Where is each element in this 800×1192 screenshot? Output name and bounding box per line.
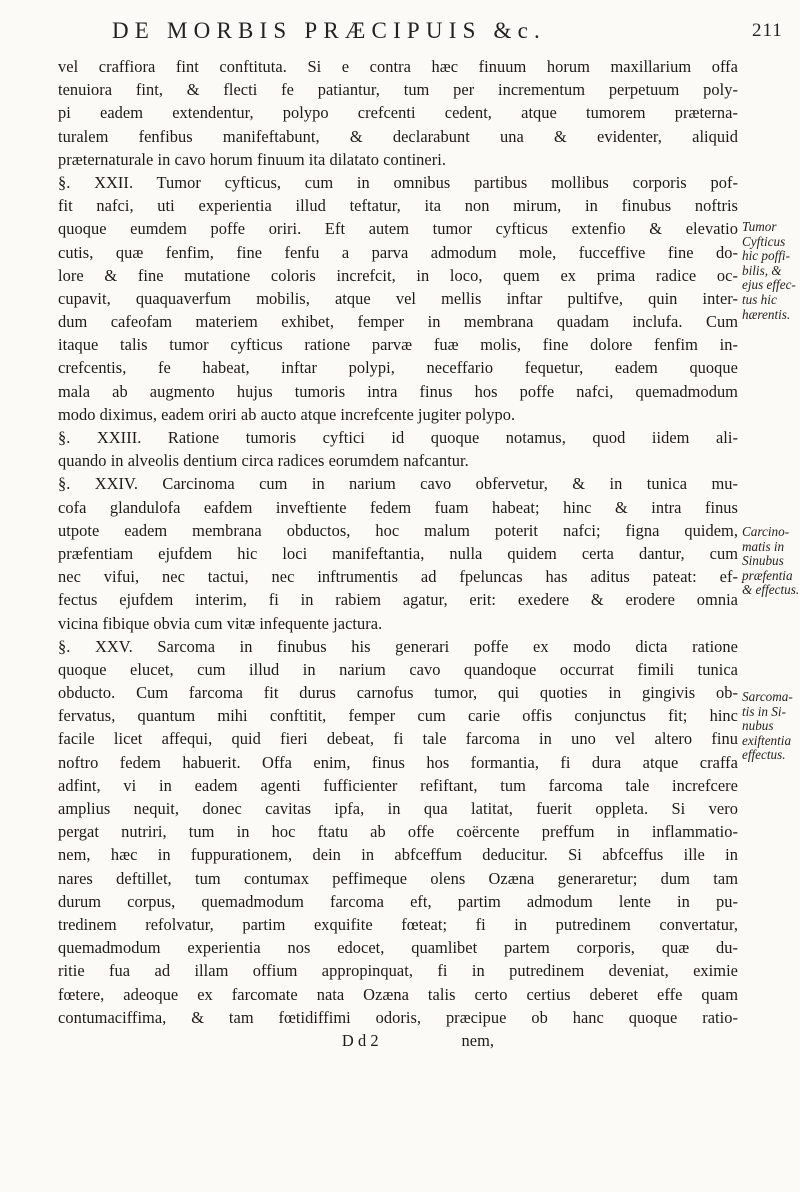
text-line: turalem fenfibus manifeftabunt, & declarabunt una & evidenter, aliquid [58, 126, 738, 146]
margin-note-line: Sinubus [742, 553, 784, 569]
text-line: vicina fibique obvia cum vitæ infequente jactura. [58, 613, 383, 633]
margin-note-sarcoma [742, 690, 800, 763]
text-line: utpote eadem membrana obductos, hoc malum poterit nafci; figna quidem, [58, 520, 738, 540]
text-line: facile licet affequi, quid fieri debeat, fi tale farcoma in uno vel altero finu [58, 729, 738, 749]
text-line: itaque talis tumor cyfticus ratione parvæ fuæ molis, fine dolore fenfim in- [58, 335, 738, 355]
margin-note-line: Tumor [742, 219, 777, 234]
running-title: DE MORBIS PRÆCIPUIS &c. [112, 18, 546, 43]
text-line: pi eadem extendentur, polypo crefcenti cedent, atque tumorem præterna- [58, 103, 738, 123]
text-line: §. XXIV. Carcinoma cum in narium cavo obfervetur, & in tunica mu- [58, 474, 738, 494]
margin-note-line: præfentia [742, 567, 793, 583]
text-line: §. XXV. Sarcoma in finubus his generari poffe ex modo dicta ratione [58, 636, 738, 656]
margin-note-line: nubus [742, 718, 774, 734]
text-line: fit nafci, uti experientia illud teftatur, ita non mirum, in finubus noftris [58, 196, 738, 216]
text-line: §. XXII. Tumor cyfticus, cum in omnibus partibus mollibus corporis pof- [58, 172, 738, 192]
margin-note-line: Cyfticus [742, 233, 786, 249]
text-line: ritie fua ad illam offium appropinquat, fi in putredinem deveniat, eximie [58, 961, 738, 981]
text-line: nares deftillet, tum contumax peffimeque olens Ozæna generaretur; dum tam [58, 868, 738, 888]
text-line: noftro fedem habuerit. Offa enim, finus hos formantia, fi dura atque craffa [58, 752, 738, 772]
text-line: obducto. Cum farcoma fit durus carnofus tumor, qui quoties in gingivis ob- [58, 683, 738, 703]
text-line: cofa glandulofa eafdem inveftiente fedem fuam habeat; hinc & intra finus [58, 497, 738, 517]
text-line: vel craffiora fint conftituta. Si e contra hæc finuum horum maxillarium offa [58, 57, 738, 76]
text-line: tredinem refolvatur, partim exquifite fœteat; fi in putredinem convertatur, [58, 914, 738, 934]
text-line: amplius nequit, donec cavitas ipfa, in qua latitat, fuerit oppleta. Si vero [58, 799, 738, 818]
text-line: pergat nutriri, tum in hoc ftatu ab offe coërcente preffum in inflammatio- [58, 822, 738, 842]
margin-note-carcinoma [742, 525, 800, 598]
page-header [0, 12, 800, 52]
text-line: nec vifui, nec tactui, nec inftrumentis ad fpeluncas has aditus pateat: ef- [58, 567, 738, 587]
margin-note-line: Sarcoma- [742, 689, 793, 704]
margin-note-tumor [742, 220, 800, 322]
text-line: fervatus, quantum mihi conftitit, femper cum carie offis conjunctus fit; hinc [58, 706, 738, 726]
text-line: quoque elucet, cum illud in narium cavo quandoque occurrat fimili tunica [58, 659, 738, 679]
text-line: quoque eumdem poffe oriri. Eft autem tumor cyfticus extenfio & elevatio [58, 219, 738, 239]
text-line: præfentiam ejufdem hic loci manifeftantia, nulla quidem certa dantur, cum [58, 543, 738, 563]
text-line: adfint, vi in eadem agenti fufficienter refiftant, tum farcoma tale increfcere [58, 775, 738, 795]
margin-note-line: tus hic [742, 291, 777, 307]
text-line: mala ab augmento hujus tumoris intra finus hos poffe nafci, quemadmodum [58, 381, 738, 401]
margin-note-line: bilis, & [742, 262, 782, 278]
text-line: §. XXIII. Ratione tumoris cyftici id quoque notamus, quod iidem ali- [58, 428, 738, 447]
margin-note-line: matis in [742, 538, 785, 554]
text-line: nem, hæc in fuppurationem, dein in abfceffum deducitur. Si abfceffus ille in [58, 845, 738, 865]
text-line: cupavit, quaquaverfum mobilis, atque vel mellis inftar pultifve, quin inter- [58, 288, 738, 308]
margin-note-line: & effectus. [742, 582, 800, 598]
margin-note-line: hærentis. [742, 306, 791, 322]
signature-catchword-line: D d 2 nem, [341, 1030, 495, 1050]
margin-note-line: Carcino- [742, 524, 790, 539]
margin-note-line: effectus. [742, 747, 786, 763]
text-line: fœtere, adeoque ex farcomate nata Ozæna talis certo certius deberet effe quam [58, 984, 738, 1004]
margin-note-line: exiftentia [742, 732, 792, 748]
text-line: præternaturale in cavo horum finuum ita dilatato contineri. [58, 149, 447, 169]
page-number: 211 [752, 20, 783, 41]
text-line: quando in alveolis dentium circa radices eorumdem nafcantur. [58, 451, 469, 471]
text-line: modo diximus, eadem oriri ab aucto atque increfcente jugiter polypo. [58, 404, 516, 424]
text-line: fectus ejufdem interim, fi in rabiem agatur, erit: exedere & erodere omnia [58, 590, 738, 610]
text-line: dum cafeofam materiem exhibet, femper in membrana quadam inclufa. Cum [58, 312, 738, 332]
margin-note-line: ejus effec- [742, 277, 796, 293]
body-text [58, 55, 738, 1052]
margin-note-line: tis in Si- [742, 703, 786, 719]
margin-note-line: hic poffi- [742, 248, 790, 264]
text-line: durum corpus, quemadmodum farcoma eft, partim admodum lente in pu- [58, 891, 738, 911]
text-line: cutis, quæ fenfim, fine fenfu a parva admodum mole, fucceffive fine do- [58, 242, 738, 262]
text-line: tenuiora fint, & flecti fe patiantur, tum per incrementum perpetuum poly- [58, 80, 738, 100]
text-line: crefcentis, fe habeat, inftar polypi, neceffario fequetur, eadem quoque [58, 358, 738, 378]
text-line: quemadmodum experientia nos edocet, quamlibet partem corporis, quæ du- [58, 938, 738, 958]
text-line: lore & fine mutatione coloris increfcit, in loco, quem ex prima radice oc- [58, 265, 738, 285]
text-line: contumaciffima, & tam fœtidiffimi odoris, præcipue ob hanc quoque ratio- [58, 1007, 738, 1027]
